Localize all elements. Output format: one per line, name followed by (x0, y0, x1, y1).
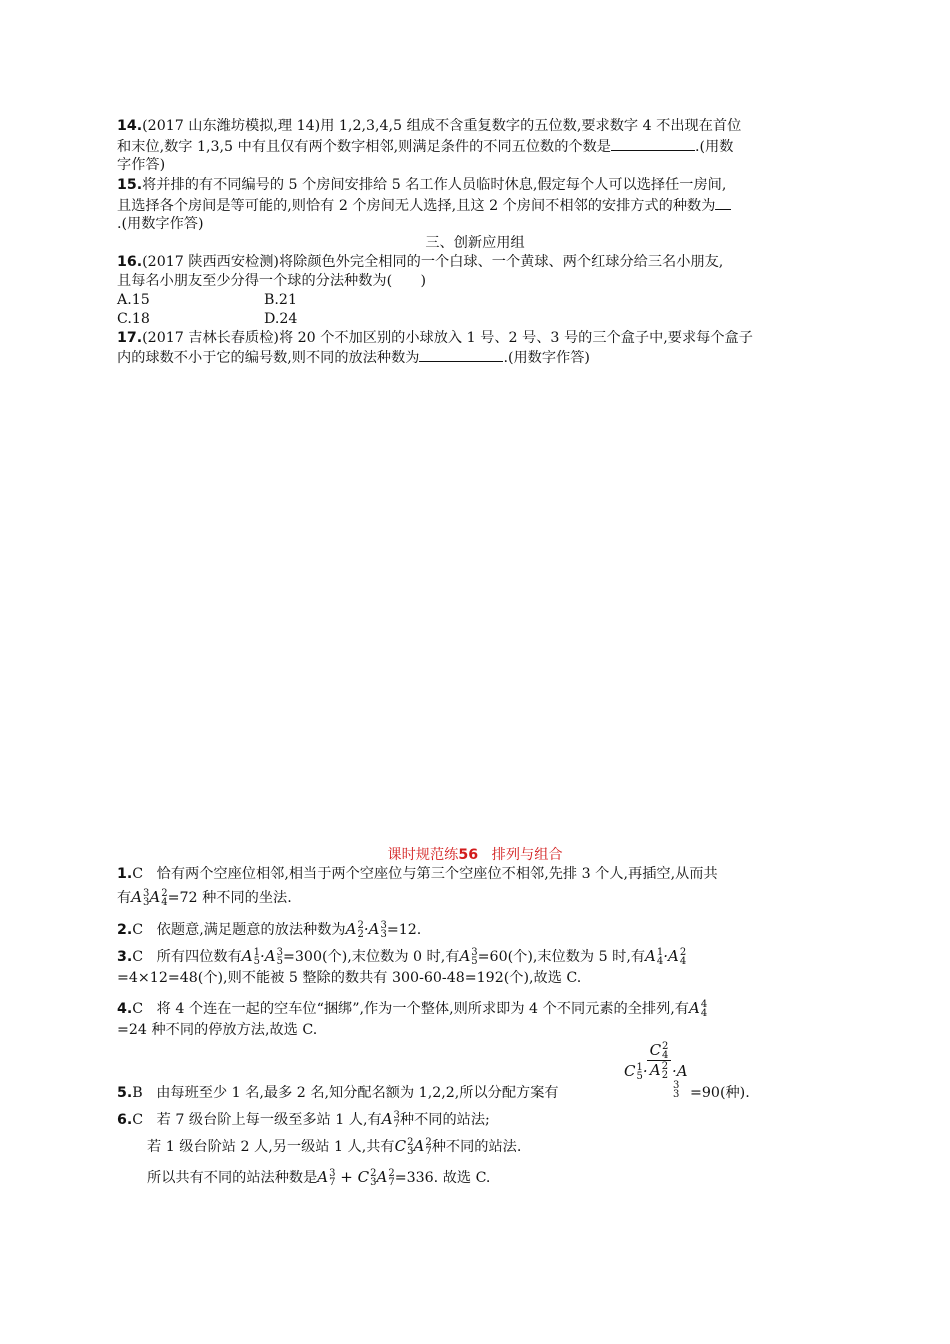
problem-number: 16. (117, 254, 143, 270)
problem-16-line-1 (117, 253, 837, 271)
math-term: ·A 3 3 (672, 1062, 688, 1100)
problem-number: 17. (117, 330, 143, 346)
answer-text: 由每班至少 1 名,最多 2 名,知分配名额为 1,2,2,所以分配方案有 (156, 1085, 559, 1101)
answer-key: C (132, 949, 144, 965)
math-term: C 1 5 · (624, 1062, 648, 1082)
answer-blank[interactable] (715, 196, 731, 210)
answer-number: 2. (117, 922, 133, 938)
problem-14-line-2 (117, 137, 837, 156)
math-expression: A 1 5 ·A 3 5 (241, 947, 284, 967)
problem-text: 且每名小朋友至少分得一个球的分法种数为( ) (117, 273, 427, 289)
option-d[interactable]: D.24 (264, 311, 298, 327)
answer-1-line-2 (117, 886, 837, 909)
math-expression: A 3 5 (459, 947, 478, 967)
math-expression: A 4 4 (688, 999, 708, 1019)
answer-text: 恰有两个空座位相邻,相当于两个空座位与第三个空座位不相邻,先排 3 个人,再插空,从而共 (156, 866, 718, 882)
math-expression: A 3 3 A 2 4 (131, 888, 168, 908)
problem-15-line-1 (117, 176, 837, 194)
problem-14-line-1 (117, 117, 837, 135)
problem-text: 且选择各个房间是等可能的,则恰有 2 个房间无人选择,且这 2 个房间不相邻的安排方式的种数为 (117, 198, 716, 214)
answer-number: 1. (117, 866, 133, 882)
answer-6-line-1 (117, 1108, 837, 1131)
answer-text: 依题意,满足题意的放法种数为 (156, 922, 346, 938)
option-b[interactable]: B.21 (264, 292, 297, 308)
problem-text: .(用数字作答) (503, 350, 590, 366)
problem-text: 和末位,数字 1,3,5 中有且仅有两个数字相邻,则满足条件的不同五位数的个数是 (117, 139, 611, 155)
answer-3-line-2 (117, 969, 837, 987)
problem-14-line-3 (117, 156, 837, 174)
answer-text: =4×12=48(个),则不能被 5 整除的数共有 300-60-48=192(个),故选 C. (117, 970, 582, 986)
fraction-denominator: A 2 2 (649, 1061, 669, 1081)
title-text: 课时规范练 (387, 847, 459, 863)
answer-text: 所以共有不同的站法种数是 (147, 1170, 318, 1186)
answer-text: 若 1 级台阶站 2 人,另一级站 1 人,共有 (147, 1139, 395, 1155)
answer-4-line-2 (117, 1021, 837, 1039)
problem-15-line-2 (117, 196, 837, 215)
problem-number: 14. (117, 118, 143, 134)
problem-text: 将并排的有不同编号的 5 个房间安排给 5 名工作人员临时休息,假定每个人可以选择任一房间, (142, 177, 727, 193)
title-number: 56 (458, 847, 479, 863)
answer-text: 种不同的站法; (399, 1112, 490, 1128)
problem-17-line-2 (117, 348, 837, 367)
answer-1-line-1 (117, 865, 837, 883)
problem-15-line-3 (117, 215, 837, 233)
option-c[interactable]: C.18 (117, 311, 150, 327)
answers-title (0, 846, 950, 864)
answer-text: =336. 故选 C. (394, 1170, 491, 1186)
answer-text: =60(个),末位数为 5 时,有 (477, 949, 646, 965)
answer-text: =24 种不同的停放方法,故选 C. (117, 1022, 318, 1038)
fraction-numerator: C 2 4 (649, 1041, 669, 1061)
answer-number: 4. (117, 1001, 133, 1017)
problem-text: (2017 吉林长春质检)将 20 个不加区别的小球放入 1 号、2 号、3 号的三个盒子中,要求每个盒子 (142, 330, 753, 346)
problem-text: .(用数 (694, 139, 734, 155)
answer-6-line-3 (147, 1166, 867, 1189)
answer-blank[interactable] (419, 348, 503, 362)
answer-text: 将 4 个连在一起的空车位“捆绑”,作为一个整体,则所求即为 4 个不同元素的全排列,有 (156, 1001, 689, 1017)
option-row-1 (117, 291, 837, 309)
answer-text: 若 7 级台阶上每一级至多站 1 人,有 (156, 1112, 382, 1128)
answer-text: =300(个),末位数为 0 时,有 (283, 949, 460, 965)
option-row-2 (117, 310, 837, 328)
answer-6-line-2 (147, 1135, 867, 1158)
problem-number: 15. (117, 177, 143, 193)
answer-text: 有 (117, 890, 132, 906)
problem-16-line-2 (117, 272, 837, 290)
problem-17-line-1 (117, 329, 837, 347)
answer-blank[interactable] (611, 137, 695, 151)
answer-number: 6. (117, 1112, 133, 1128)
math-expression: C 2 3 A 2 7 (394, 1137, 432, 1157)
answer-text: =72 种不同的坐法. (167, 890, 292, 906)
title-text: 排列与组合 (491, 847, 563, 863)
answer-text: =90(种). (690, 1085, 750, 1101)
problem-text: 内的球数不小于它的编号数,则不同的放法种数为 (117, 350, 420, 366)
problem-text: 字作答) (117, 157, 166, 173)
answer-3-line-1 (117, 945, 837, 968)
math-fraction (647, 1041, 671, 1080)
answer-2-line-1 (117, 918, 837, 941)
math-expression: A 3 7 (381, 1110, 400, 1130)
option-a[interactable]: A.15 (117, 292, 150, 308)
answer-key: C (132, 866, 144, 882)
answer-number: 3. (117, 949, 133, 965)
answer-key: C (132, 1112, 144, 1128)
section-header: 三、创新应用组 (425, 235, 525, 251)
problem-text: (2017 陕西西安检测)将除颜色外完全相同的一个白球、一个黄球、两个红球分给三名小朋友, (142, 254, 724, 270)
answer-text: =12. (386, 922, 422, 938)
problem-text: (2017 山东潍坊模拟,理 14)用 1,2,3,4,5 组成不含重复数字的五位数,要求数字 4 不出现在首位 (142, 118, 742, 134)
problem-text: .(用数字作答) (117, 216, 204, 232)
math-expression: A 3 7 + C 2 3 A 2 7 (317, 1168, 395, 1188)
answer-4-line-1 (117, 997, 837, 1020)
answer-number: 5. (117, 1085, 133, 1101)
answer-text: 种不同的站法. (431, 1139, 522, 1155)
answer-key: C (132, 1001, 144, 1017)
math-expression: A 1 4 ·A 2 4 (645, 947, 687, 967)
answer-key: C (132, 922, 144, 938)
answer-text: 所有四位数有 (156, 949, 242, 965)
answer-key: B (132, 1085, 143, 1101)
math-expression: A 2 2 ·A 3 3 (345, 920, 387, 940)
answer-5-line-1 (117, 1084, 837, 1102)
